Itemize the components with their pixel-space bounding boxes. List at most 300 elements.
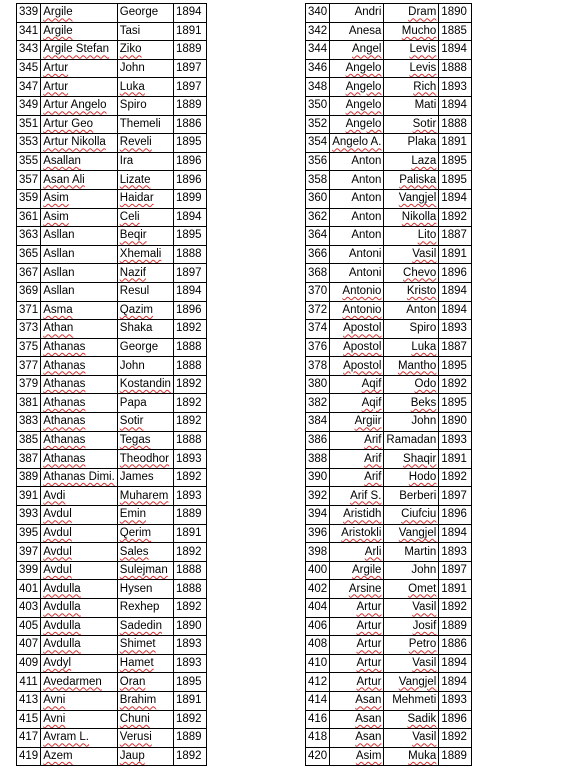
cell-number[interactable] xyxy=(17,320,41,339)
cell-first-name[interactable] xyxy=(41,22,118,41)
cell-first-name[interactable] xyxy=(330,506,384,525)
cell-first-name[interactable] xyxy=(41,468,118,487)
cell-birth-year[interactable] xyxy=(439,301,472,320)
cell-number[interactable] xyxy=(17,506,41,525)
cell-first-name[interactable] xyxy=(41,152,118,171)
cell-first-name[interactable] xyxy=(330,41,384,60)
cell-number[interactable] xyxy=(17,78,41,97)
cell-birth-year[interactable] xyxy=(439,747,472,766)
cell-birth-year[interactable] xyxy=(439,59,472,78)
cell-first-name[interactable] xyxy=(330,468,384,487)
cell-number[interactable] xyxy=(17,264,41,283)
cell-first-name[interactable] xyxy=(330,729,384,748)
cell-birth-year[interactable] xyxy=(173,320,206,339)
cell-birth-year[interactable] xyxy=(439,264,472,283)
cell-number[interactable] xyxy=(306,617,330,636)
cell-last-name[interactable] xyxy=(117,394,173,413)
cell-number[interactable] xyxy=(17,487,41,506)
cell-last-name[interactable] xyxy=(384,171,439,190)
cell-number[interactable] xyxy=(17,171,41,190)
cell-first-name[interactable] xyxy=(330,171,384,190)
cell-birth-year[interactable] xyxy=(173,208,206,227)
cell-birth-year[interactable] xyxy=(173,561,206,580)
cell-last-name[interactable] xyxy=(117,59,173,78)
cell-last-name[interactable] xyxy=(384,375,439,394)
cell-last-name[interactable] xyxy=(384,729,439,748)
cell-birth-year[interactable] xyxy=(439,487,472,506)
cell-birth-year[interactable] xyxy=(439,96,472,115)
cell-birth-year[interactable] xyxy=(439,580,472,599)
cell-last-name[interactable] xyxy=(117,431,173,450)
cell-first-name[interactable] xyxy=(41,96,118,115)
cell-first-name[interactable] xyxy=(41,227,118,246)
cell-last-name[interactable] xyxy=(384,599,439,618)
cell-first-name[interactable] xyxy=(330,115,384,134)
cell-last-name[interactable] xyxy=(384,4,439,23)
cell-last-name[interactable] xyxy=(117,208,173,227)
cell-number[interactable] xyxy=(17,524,41,543)
cell-first-name[interactable] xyxy=(41,59,118,78)
cell-first-name[interactable] xyxy=(41,41,118,60)
cell-number[interactable] xyxy=(17,4,41,23)
cell-number[interactable] xyxy=(17,282,41,301)
cell-first-name[interactable] xyxy=(330,134,384,153)
cell-first-name[interactable] xyxy=(41,134,118,153)
cell-first-name[interactable] xyxy=(41,245,118,264)
cell-birth-year[interactable] xyxy=(173,264,206,283)
cell-number[interactable] xyxy=(17,468,41,487)
cell-birth-year[interactable] xyxy=(439,171,472,190)
cell-number[interactable] xyxy=(17,41,41,60)
cell-number[interactable] xyxy=(306,506,330,525)
cell-last-name[interactable] xyxy=(384,543,439,562)
cell-last-name[interactable] xyxy=(384,245,439,264)
cell-first-name[interactable] xyxy=(41,208,118,227)
cell-last-name[interactable] xyxy=(384,282,439,301)
cell-number[interactable] xyxy=(17,338,41,357)
cell-number[interactable] xyxy=(17,599,41,618)
cell-number[interactable] xyxy=(306,561,330,580)
cell-first-name[interactable] xyxy=(41,338,118,357)
cell-number[interactable] xyxy=(306,375,330,394)
cell-first-name[interactable] xyxy=(330,636,384,655)
cell-number[interactable] xyxy=(306,487,330,506)
cell-birth-year[interactable] xyxy=(173,301,206,320)
cell-last-name[interactable] xyxy=(384,357,439,376)
cell-last-name[interactable] xyxy=(384,506,439,525)
cell-last-name[interactable] xyxy=(384,115,439,134)
cell-birth-year[interactable] xyxy=(439,115,472,134)
cell-last-name[interactable] xyxy=(117,468,173,487)
cell-first-name[interactable] xyxy=(330,524,384,543)
cell-first-name[interactable] xyxy=(41,320,118,339)
cell-birth-year[interactable] xyxy=(439,208,472,227)
cell-birth-year[interactable] xyxy=(439,524,472,543)
cell-first-name[interactable] xyxy=(330,189,384,208)
cell-birth-year[interactable] xyxy=(439,450,472,469)
cell-first-name[interactable] xyxy=(41,301,118,320)
cell-last-name[interactable] xyxy=(117,413,173,432)
cell-birth-year[interactable] xyxy=(439,617,472,636)
cell-last-name[interactable] xyxy=(117,617,173,636)
cell-last-name[interactable] xyxy=(384,673,439,692)
cell-last-name[interactable] xyxy=(384,524,439,543)
cell-birth-year[interactable] xyxy=(439,710,472,729)
cell-birth-year[interactable] xyxy=(173,431,206,450)
cell-birth-year[interactable] xyxy=(439,41,472,60)
cell-birth-year[interactable] xyxy=(439,189,472,208)
cell-last-name[interactable] xyxy=(384,227,439,246)
cell-birth-year[interactable] xyxy=(439,561,472,580)
cell-last-name[interactable] xyxy=(117,729,173,748)
cell-birth-year[interactable] xyxy=(173,59,206,78)
cell-number[interactable] xyxy=(306,4,330,23)
cell-last-name[interactable] xyxy=(384,617,439,636)
cell-number[interactable] xyxy=(306,543,330,562)
cell-birth-year[interactable] xyxy=(173,394,206,413)
cell-first-name[interactable] xyxy=(330,357,384,376)
cell-number[interactable] xyxy=(306,22,330,41)
cell-birth-year[interactable] xyxy=(173,22,206,41)
cell-last-name[interactable] xyxy=(117,134,173,153)
cell-number[interactable] xyxy=(17,710,41,729)
cell-number[interactable] xyxy=(306,115,330,134)
cell-number[interactable] xyxy=(17,301,41,320)
cell-last-name[interactable] xyxy=(384,320,439,339)
cell-last-name[interactable] xyxy=(384,450,439,469)
cell-number[interactable] xyxy=(17,96,41,115)
cell-first-name[interactable] xyxy=(330,96,384,115)
cell-last-name[interactable] xyxy=(384,152,439,171)
cell-birth-year[interactable] xyxy=(173,543,206,562)
cell-birth-year[interactable] xyxy=(173,134,206,153)
cell-birth-year[interactable] xyxy=(173,729,206,748)
cell-birth-year[interactable] xyxy=(173,506,206,525)
cell-birth-year[interactable] xyxy=(173,227,206,246)
cell-first-name[interactable] xyxy=(41,375,118,394)
cell-number[interactable] xyxy=(306,59,330,78)
cell-birth-year[interactable] xyxy=(439,22,472,41)
cell-first-name[interactable] xyxy=(330,599,384,618)
cell-first-name[interactable] xyxy=(41,264,118,283)
cell-last-name[interactable] xyxy=(384,96,439,115)
cell-last-name[interactable] xyxy=(384,487,439,506)
cell-number[interactable] xyxy=(306,729,330,748)
cell-first-name[interactable] xyxy=(41,78,118,97)
cell-number[interactable] xyxy=(306,357,330,376)
cell-birth-year[interactable] xyxy=(173,96,206,115)
cell-number[interactable] xyxy=(17,208,41,227)
cell-birth-year[interactable] xyxy=(173,691,206,710)
cell-last-name[interactable] xyxy=(384,189,439,208)
cell-first-name[interactable] xyxy=(41,506,118,525)
cell-first-name[interactable] xyxy=(41,115,118,134)
cell-number[interactable] xyxy=(306,747,330,766)
cell-last-name[interactable] xyxy=(117,301,173,320)
cell-birth-year[interactable] xyxy=(439,654,472,673)
cell-number[interactable] xyxy=(306,189,330,208)
cell-last-name[interactable] xyxy=(117,4,173,23)
cell-first-name[interactable] xyxy=(41,654,118,673)
cell-first-name[interactable] xyxy=(41,189,118,208)
cell-last-name[interactable] xyxy=(117,320,173,339)
cell-first-name[interactable] xyxy=(41,710,118,729)
cell-first-name[interactable] xyxy=(41,282,118,301)
cell-birth-year[interactable] xyxy=(173,189,206,208)
cell-number[interactable] xyxy=(306,710,330,729)
cell-number[interactable] xyxy=(17,59,41,78)
cell-number[interactable] xyxy=(306,673,330,692)
cell-first-name[interactable] xyxy=(41,617,118,636)
cell-birth-year[interactable] xyxy=(439,227,472,246)
cell-first-name[interactable] xyxy=(330,394,384,413)
cell-birth-year[interactable] xyxy=(173,617,206,636)
cell-last-name[interactable] xyxy=(117,245,173,264)
cell-birth-year[interactable] xyxy=(173,4,206,23)
cell-number[interactable] xyxy=(17,22,41,41)
cell-last-name[interactable] xyxy=(384,468,439,487)
cell-number[interactable] xyxy=(17,152,41,171)
cell-last-name[interactable] xyxy=(117,375,173,394)
cell-last-name[interactable] xyxy=(384,636,439,655)
cell-number[interactable] xyxy=(306,580,330,599)
cell-last-name[interactable] xyxy=(117,654,173,673)
cell-last-name[interactable] xyxy=(117,524,173,543)
cell-birth-year[interactable] xyxy=(439,543,472,562)
cell-birth-year[interactable] xyxy=(439,245,472,264)
cell-birth-year[interactable] xyxy=(439,320,472,339)
cell-number[interactable] xyxy=(306,691,330,710)
cell-last-name[interactable] xyxy=(117,747,173,766)
cell-first-name[interactable] xyxy=(330,413,384,432)
cell-last-name[interactable] xyxy=(384,22,439,41)
cell-birth-year[interactable] xyxy=(439,673,472,692)
cell-first-name[interactable] xyxy=(330,320,384,339)
cell-birth-year[interactable] xyxy=(173,710,206,729)
cell-last-name[interactable] xyxy=(384,301,439,320)
cell-birth-year[interactable] xyxy=(173,152,206,171)
cell-birth-year[interactable] xyxy=(173,282,206,301)
cell-last-name[interactable] xyxy=(117,673,173,692)
cell-last-name[interactable] xyxy=(117,338,173,357)
cell-first-name[interactable] xyxy=(330,264,384,283)
cell-first-name[interactable] xyxy=(330,431,384,450)
cell-last-name[interactable] xyxy=(384,654,439,673)
cell-last-name[interactable] xyxy=(384,41,439,60)
cell-last-name[interactable] xyxy=(117,357,173,376)
cell-last-name[interactable] xyxy=(384,580,439,599)
cell-birth-year[interactable] xyxy=(173,673,206,692)
cell-last-name[interactable] xyxy=(384,59,439,78)
cell-number[interactable] xyxy=(306,338,330,357)
cell-first-name[interactable] xyxy=(330,152,384,171)
cell-birth-year[interactable] xyxy=(439,78,472,97)
cell-first-name[interactable] xyxy=(330,375,384,394)
cell-first-name[interactable] xyxy=(330,747,384,766)
cell-birth-year[interactable] xyxy=(173,636,206,655)
cell-last-name[interactable] xyxy=(117,78,173,97)
cell-number[interactable] xyxy=(17,654,41,673)
cell-first-name[interactable] xyxy=(330,673,384,692)
cell-last-name[interactable] xyxy=(117,282,173,301)
cell-first-name[interactable] xyxy=(330,22,384,41)
cell-number[interactable] xyxy=(17,431,41,450)
cell-last-name[interactable] xyxy=(117,487,173,506)
cell-last-name[interactable] xyxy=(384,208,439,227)
cell-number[interactable] xyxy=(306,78,330,97)
cell-first-name[interactable] xyxy=(330,4,384,23)
cell-last-name[interactable] xyxy=(384,561,439,580)
cell-first-name[interactable] xyxy=(330,710,384,729)
cell-first-name[interactable] xyxy=(41,431,118,450)
cell-number[interactable] xyxy=(306,245,330,264)
cell-number[interactable] xyxy=(17,747,41,766)
cell-birth-year[interactable] xyxy=(173,375,206,394)
cell-birth-year[interactable] xyxy=(439,506,472,525)
cell-number[interactable] xyxy=(17,394,41,413)
cell-first-name[interactable] xyxy=(330,78,384,97)
cell-number[interactable] xyxy=(306,227,330,246)
cell-number[interactable] xyxy=(306,96,330,115)
cell-birth-year[interactable] xyxy=(173,468,206,487)
cell-birth-year[interactable] xyxy=(173,747,206,766)
cell-number[interactable] xyxy=(306,171,330,190)
cell-number[interactable] xyxy=(306,134,330,153)
cell-last-name[interactable] xyxy=(117,580,173,599)
cell-first-name[interactable] xyxy=(330,580,384,599)
cell-last-name[interactable] xyxy=(117,506,173,525)
cell-first-name[interactable] xyxy=(41,561,118,580)
cell-first-name[interactable] xyxy=(330,338,384,357)
cell-last-name[interactable] xyxy=(384,78,439,97)
cell-first-name[interactable] xyxy=(41,524,118,543)
cell-first-name[interactable] xyxy=(330,59,384,78)
cell-last-name[interactable] xyxy=(117,22,173,41)
cell-last-name[interactable] xyxy=(117,691,173,710)
cell-last-name[interactable] xyxy=(117,171,173,190)
cell-number[interactable] xyxy=(306,413,330,432)
cell-number[interactable] xyxy=(306,41,330,60)
cell-first-name[interactable] xyxy=(41,673,118,692)
cell-last-name[interactable] xyxy=(384,134,439,153)
cell-first-name[interactable] xyxy=(41,357,118,376)
cell-last-name[interactable] xyxy=(384,413,439,432)
cell-number[interactable] xyxy=(17,450,41,469)
cell-birth-year[interactable] xyxy=(439,394,472,413)
cell-first-name[interactable] xyxy=(330,450,384,469)
cell-number[interactable] xyxy=(306,320,330,339)
cell-birth-year[interactable] xyxy=(439,599,472,618)
cell-last-name[interactable] xyxy=(117,189,173,208)
cell-last-name[interactable] xyxy=(117,96,173,115)
cell-birth-year[interactable] xyxy=(173,338,206,357)
cell-last-name[interactable] xyxy=(384,691,439,710)
cell-number[interactable] xyxy=(306,450,330,469)
cell-number[interactable] xyxy=(17,580,41,599)
cell-number[interactable] xyxy=(17,691,41,710)
cell-first-name[interactable] xyxy=(330,208,384,227)
cell-birth-year[interactable] xyxy=(173,599,206,618)
cell-first-name[interactable] xyxy=(330,227,384,246)
cell-birth-year[interactable] xyxy=(173,115,206,134)
cell-first-name[interactable] xyxy=(330,487,384,506)
cell-number[interactable] xyxy=(306,654,330,673)
cell-birth-year[interactable] xyxy=(173,357,206,376)
cell-last-name[interactable] xyxy=(117,264,173,283)
cell-birth-year[interactable] xyxy=(439,134,472,153)
cell-number[interactable] xyxy=(306,599,330,618)
cell-birth-year[interactable] xyxy=(439,152,472,171)
cell-first-name[interactable] xyxy=(41,171,118,190)
cell-number[interactable] xyxy=(17,543,41,562)
cell-number[interactable] xyxy=(17,636,41,655)
cell-birth-year[interactable] xyxy=(173,413,206,432)
cell-first-name[interactable] xyxy=(330,561,384,580)
cell-first-name[interactable] xyxy=(41,450,118,469)
cell-last-name[interactable] xyxy=(117,710,173,729)
cell-birth-year[interactable] xyxy=(439,468,472,487)
cell-birth-year[interactable] xyxy=(439,282,472,301)
cell-number[interactable] xyxy=(17,617,41,636)
cell-number[interactable] xyxy=(306,282,330,301)
cell-number[interactable] xyxy=(17,673,41,692)
cell-number[interactable] xyxy=(306,394,330,413)
cell-birth-year[interactable] xyxy=(439,357,472,376)
cell-birth-year[interactable] xyxy=(173,245,206,264)
cell-last-name[interactable] xyxy=(117,543,173,562)
cell-last-name[interactable] xyxy=(384,710,439,729)
cell-first-name[interactable] xyxy=(330,282,384,301)
cell-last-name[interactable] xyxy=(384,264,439,283)
cell-number[interactable] xyxy=(17,729,41,748)
cell-last-name[interactable] xyxy=(384,338,439,357)
cell-first-name[interactable] xyxy=(330,617,384,636)
cell-birth-year[interactable] xyxy=(173,654,206,673)
cell-first-name[interactable] xyxy=(41,580,118,599)
cell-first-name[interactable] xyxy=(41,599,118,618)
cell-number[interactable] xyxy=(17,115,41,134)
cell-last-name[interactable] xyxy=(117,450,173,469)
cell-birth-year[interactable] xyxy=(439,4,472,23)
cell-number[interactable] xyxy=(306,301,330,320)
cell-number[interactable] xyxy=(17,134,41,153)
cell-last-name[interactable] xyxy=(117,636,173,655)
cell-number[interactable] xyxy=(17,561,41,580)
cell-number[interactable] xyxy=(306,208,330,227)
cell-birth-year[interactable] xyxy=(173,78,206,97)
cell-birth-year[interactable] xyxy=(439,431,472,450)
cell-birth-year[interactable] xyxy=(439,729,472,748)
cell-first-name[interactable] xyxy=(41,543,118,562)
cell-number[interactable] xyxy=(306,468,330,487)
cell-first-name[interactable] xyxy=(41,691,118,710)
cell-last-name[interactable] xyxy=(384,431,439,450)
cell-number[interactable] xyxy=(17,227,41,246)
cell-number[interactable] xyxy=(17,189,41,208)
cell-birth-year[interactable] xyxy=(173,487,206,506)
cell-birth-year[interactable] xyxy=(439,691,472,710)
cell-last-name[interactable] xyxy=(117,599,173,618)
cell-last-name[interactable] xyxy=(384,394,439,413)
cell-birth-year[interactable] xyxy=(173,524,206,543)
cell-first-name[interactable] xyxy=(41,4,118,23)
cell-number[interactable] xyxy=(17,357,41,376)
cell-birth-year[interactable] xyxy=(439,636,472,655)
cell-birth-year[interactable] xyxy=(439,338,472,357)
cell-first-name[interactable] xyxy=(330,654,384,673)
cell-number[interactable] xyxy=(306,431,330,450)
cell-first-name[interactable] xyxy=(41,413,118,432)
